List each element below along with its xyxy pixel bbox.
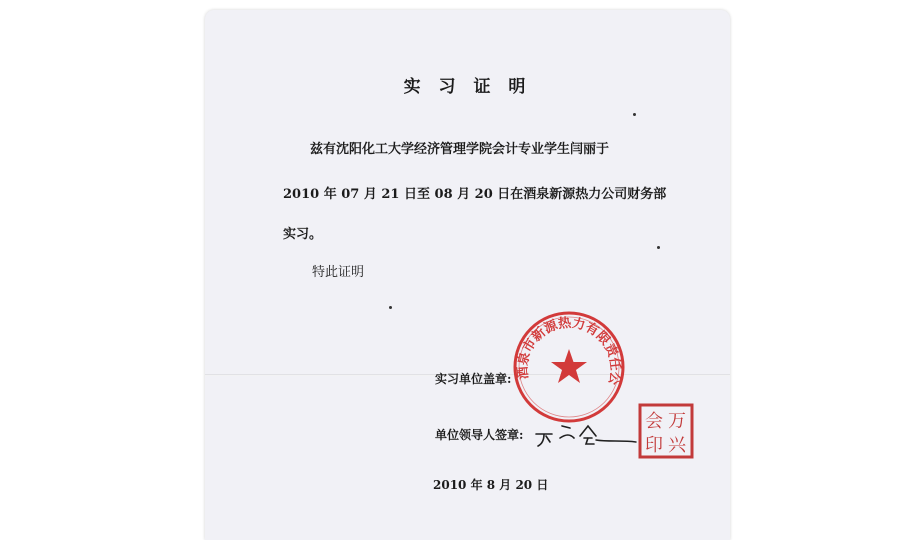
document-page — [205, 10, 730, 540]
seal-label: 实习单位盖章: — [435, 372, 512, 386]
company-seal — [512, 310, 626, 424]
stamp-char: 会 — [645, 411, 663, 432]
paper-speck — [389, 306, 392, 309]
stamp-char: 万 — [668, 411, 686, 432]
paper-speck — [657, 246, 660, 249]
seal-graphic — [512, 310, 626, 424]
stamp-char: 印 — [645, 435, 663, 456]
signature-label: 单位领导人签章: — [435, 428, 524, 442]
body-line-2: 2010 年 07 月 21 日至 08 月 20 日在酒泉新源热力公司财务部 — [283, 187, 667, 202]
personal-stamp — [638, 403, 694, 459]
document-title: 实 习 证 明 — [403, 77, 532, 97]
body-line-3: 实习。 — [283, 227, 323, 242]
document-date: 2010 年 8 月 20 日 — [433, 478, 549, 492]
stamp-char: 兴 — [668, 435, 686, 456]
body-line-1: 兹有沈阳化工大学经济管理学院会计专业学生闫丽于 — [310, 142, 610, 157]
handwritten-signature — [530, 412, 640, 448]
signature-graphic — [530, 412, 640, 448]
star-icon — [551, 349, 587, 383]
body-line-4: 特此证明 — [312, 265, 365, 280]
paper-speck — [633, 113, 636, 116]
seal-text: 酒泉市新源热力有限责任公 — [515, 315, 623, 387]
